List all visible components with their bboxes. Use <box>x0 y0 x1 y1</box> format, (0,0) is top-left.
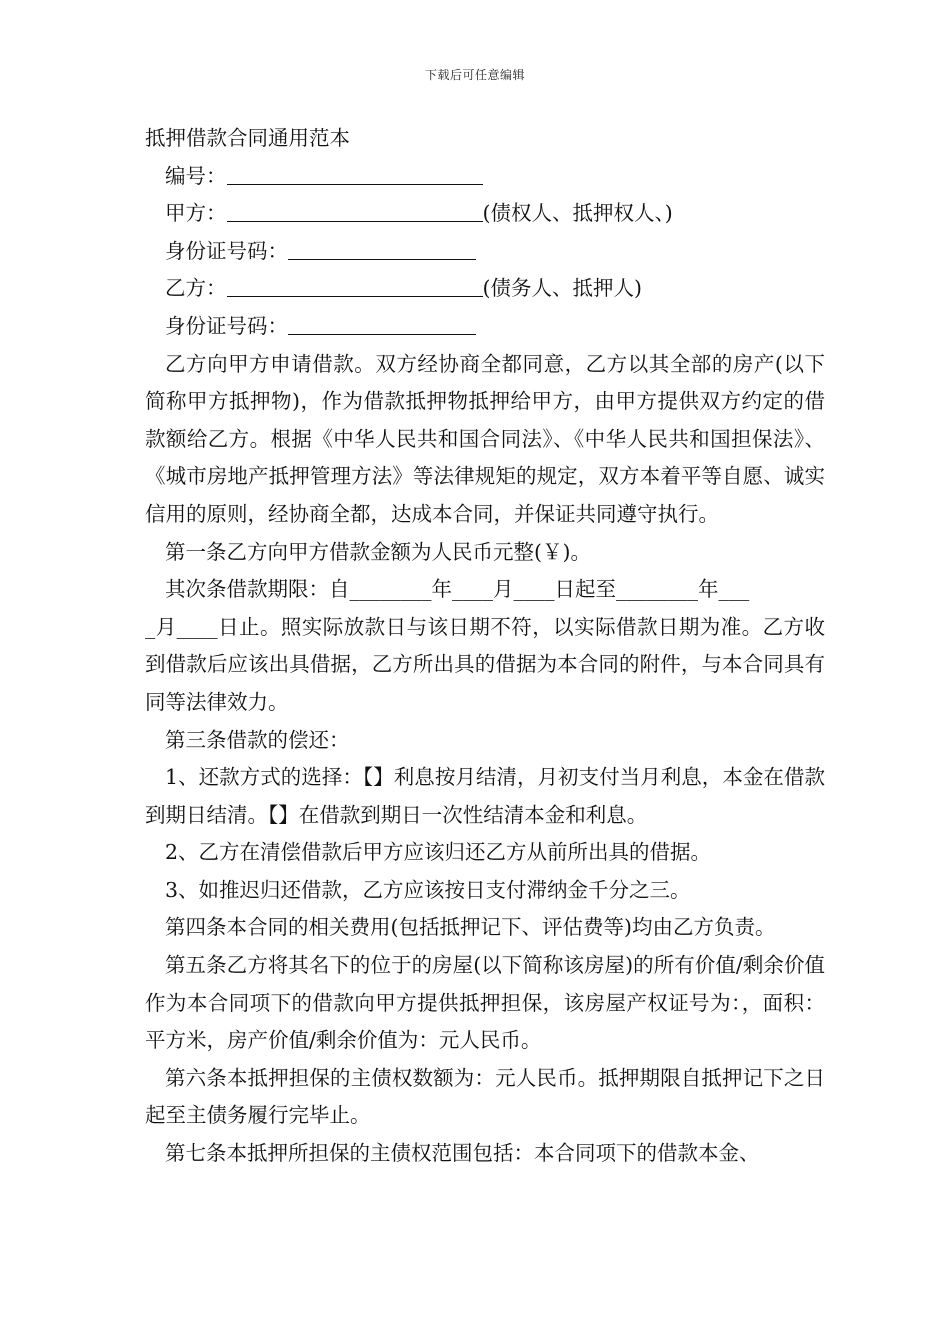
id-a-field <box>145 233 825 271</box>
id-a-blank <box>288 239 476 260</box>
id-a-label: 身份证号码： <box>165 238 288 263</box>
party-b-field <box>145 270 825 308</box>
article-2-first-line: 其次条借款期限：自________年____月____日起至________年___ <box>165 577 750 602</box>
party-a-suffix: (债权人、抵押权人、) <box>482 201 673 226</box>
article-3-item-2: 2、乙方在清偿借款后甲方应该归还乙方从前所出具的借据。 <box>165 840 712 865</box>
party-b-suffix: (债务人、抵押人) <box>482 276 642 301</box>
document-body <box>145 120 825 1173</box>
article-4: 第四条本合同的相关费用(包括抵押记下、评估费等)均由乙方负责。 <box>165 915 776 940</box>
number-blank <box>227 164 483 185</box>
header-note: 下载后可任意编辑 <box>424 68 525 82</box>
article-6: 第六条本抵押担保的主债权数额为：元人民币。抵押期限自抵押记下之日起至主债务履行完毕止。 <box>145 1065 825 1128</box>
intro-paragraph: 乙方向甲方申请借款。双方经协商全都同意，乙方以其全部的房产(以下简称甲方抵押物)，作为借款抵押物抵押给甲方，由甲方提供双方约定的借款额给乙方。根据《中华人民共和国合同法》、《中华人民共和国担保法》、《城市房地产抵押管理方法》等法律规矩的规定，双方本着平等自愿、诚实信用的原则，经协商全都，达成本合同，并保证共同遵守执行。 <box>145 351 825 526</box>
party-b-blank <box>227 276 483 297</box>
article-7: 第七条本抵押所担保的主债权范围包括：本合同项下的借款本金、 <box>165 1141 760 1166</box>
number-field <box>145 158 825 196</box>
party-b-label: 乙方： <box>165 276 227 301</box>
article-5: 第五条乙方将其名下的位于的房屋(以下简称该房屋)的所有价值/剩余价值作为本合同项下的借款向甲方提供抵押担保，该房屋产权证号为：，面积：平方米，房产价值/剩余价值为：元人民币。 <box>145 953 825 1053</box>
party-a-blank <box>227 201 483 222</box>
article-3-item-1: 1、还款方式的选择：【】利息按月结清，月初支付当月利息，本金在借款到期日结清。【】在借款到期日一次性结清本金和利息。 <box>145 765 825 827</box>
article-2-rest: _月____日止。照实际放款日与该日期不符，以实际借款日期为准。乙方收到借款后应该出具借据，乙方所出具的借据为本合同的附件，与本合同具有同等法律效力。 <box>145 614 825 714</box>
party-a-field <box>145 195 825 233</box>
id-b-field <box>145 308 825 346</box>
id-b-blank <box>288 314 476 335</box>
document-title: 抵押借款合同通用范本 <box>145 126 350 150</box>
article-1: 第一条乙方向甲方借款金额为人民币元整(￥)。 <box>165 539 591 564</box>
id-b-label: 身份证号码： <box>165 313 288 338</box>
number-label: 编号： <box>165 163 227 188</box>
article-3-item-3: 3、如推迟归还借款，乙方应该按日支付滞纳金千分之三。 <box>165 877 691 902</box>
article-3: 第三条借款的偿还： <box>165 727 350 752</box>
party-a-label: 甲方： <box>165 201 227 226</box>
